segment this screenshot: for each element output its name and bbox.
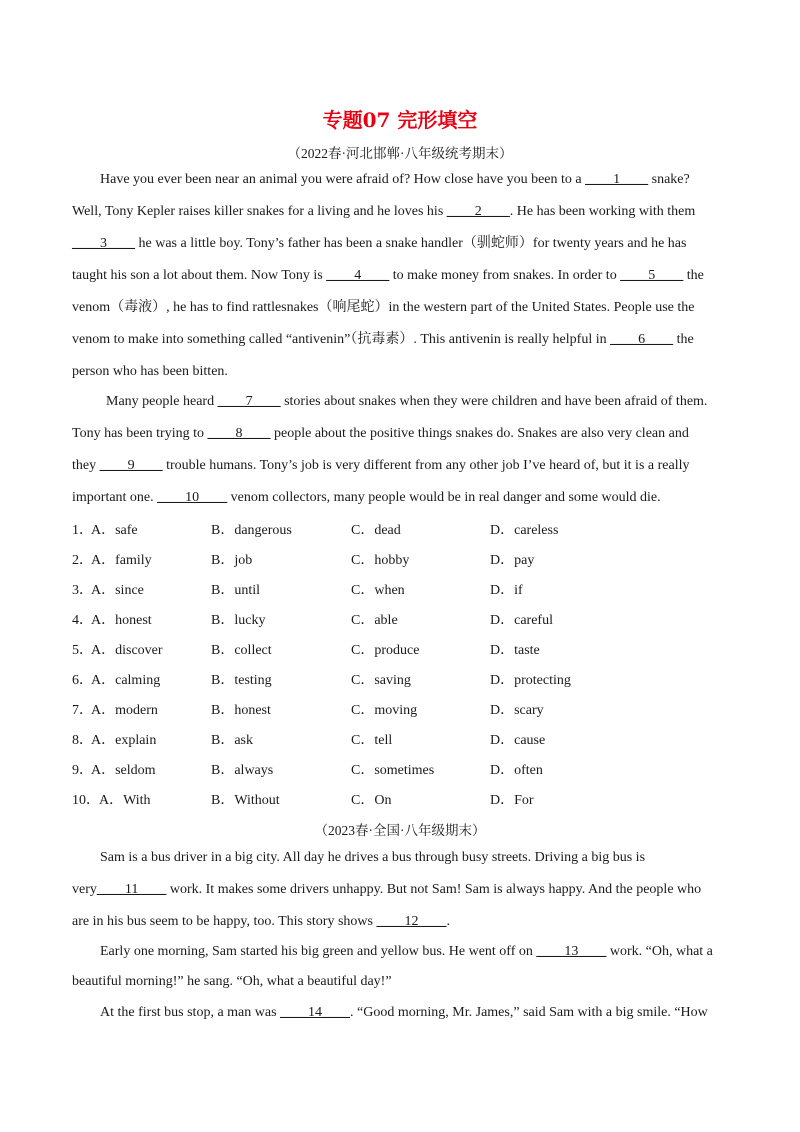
blank-14[interactable]: ____14____: [280, 1005, 351, 1020]
option-a[interactable]: A．honest: [91, 613, 152, 628]
option-b[interactable]: B．until: [211, 583, 261, 598]
option-c[interactable]: C．dead: [351, 523, 401, 538]
option-c[interactable]: C．when: [351, 583, 405, 598]
option-a[interactable]: A．calming: [91, 673, 161, 688]
passage1-line: Many people heard ____7____ stories about snakes when they were children and have been afraid of them.: [106, 394, 708, 409]
question-row: 6． A．calming B．testing C．saving D．protecting: [72, 669, 728, 687]
passage1-source: （2022春·河北邯郸·八年级统考期末）: [287, 146, 513, 161]
option-b[interactable]: B．lucky: [211, 613, 266, 628]
blank-12[interactable]: ____12____: [376, 914, 447, 929]
option-b[interactable]: B．collect: [211, 643, 272, 658]
option-c[interactable]: C．hobby: [351, 553, 410, 568]
option-c[interactable]: C．On: [351, 793, 392, 808]
option-a[interactable]: A．family: [91, 553, 152, 568]
blank-2[interactable]: ____2____: [446, 204, 510, 219]
question-row: 7． A．modern B．honest C．moving D．scary: [72, 699, 728, 717]
option-d[interactable]: D．taste: [490, 643, 540, 658]
blank-10[interactable]: ____10____: [157, 490, 228, 505]
option-c[interactable]: C．sometimes: [351, 763, 435, 778]
option-d[interactable]: D．For: [490, 793, 534, 808]
option-a[interactable]: A．discover: [91, 643, 163, 658]
passage2-line: At the first bus stop, a man was ____14____. “Good morning, Mr. James,” said Sam with a big smile. “How: [100, 1005, 708, 1020]
question-row: 5． A．discover B．collect C．produce D．taste: [72, 639, 728, 657]
passage2-source: （2023春·全国·八年级期末）: [314, 823, 486, 838]
passage1-line: venom to make into something called “antivenin”（抗毒素）. This antivenin is really helpful in ____6____ the: [72, 332, 694, 347]
blank-1[interactable]: ____1____: [585, 172, 649, 187]
passage1-line: Tony has been trying to ____8____ people about the positive things snakes do. Snakes are also very clean and: [72, 426, 689, 441]
passage2-line: Sam is a bus driver in a big city. All day he drives a bus through busy streets. Driving a big bus is: [100, 850, 646, 865]
option-d[interactable]: D．if: [490, 583, 523, 598]
blank-6[interactable]: ____6____: [610, 332, 674, 347]
option-c[interactable]: C．saving: [351, 673, 411, 688]
passage1-line: Have you ever been near an animal you were afraid of? How close have you been to a ____1____ snake?: [100, 172, 690, 187]
passage2-line: beautiful morning!” he sang. “Oh, what a beautiful day!”: [72, 974, 392, 989]
option-d[interactable]: D．pay: [490, 553, 535, 568]
passage2-line: Early one morning, Sam started his big green and yellow bus. He went off on ____13____ work. “Oh, what a: [100, 944, 713, 959]
question-row: 1． A．safe B．dangerous C．dead D．careless: [72, 519, 728, 537]
blank-8[interactable]: ____8____: [207, 426, 271, 441]
option-d[interactable]: D．scary: [490, 703, 544, 718]
passage1-line: person who has been bitten.: [72, 364, 228, 379]
option-b[interactable]: B．Without: [211, 793, 280, 808]
blank-11[interactable]: ____11____: [96, 882, 167, 897]
passage1-line: Well, Tony Kepler raises killer snakes for a living and he loves his ____2____. He has been working with them: [72, 204, 696, 219]
option-d[interactable]: D．careful: [490, 613, 553, 628]
option-a[interactable]: A．explain: [91, 733, 157, 748]
option-a[interactable]: A．With: [99, 793, 151, 808]
blank-7[interactable]: ____7____: [217, 394, 281, 409]
question-row: 9． A．seldom B．always C．sometimes D．often: [72, 759, 728, 777]
option-b[interactable]: B．job: [211, 553, 253, 568]
question-row: 10． A．With B．Without C．On D．For: [72, 789, 728, 807]
question-row: 4． A．honest B．lucky C．able D．careful: [72, 609, 728, 627]
blank-3[interactable]: ____3____: [72, 236, 135, 251]
option-b[interactable]: B．testing: [211, 673, 272, 688]
question-row: 8． A．explain B．ask C．tell D．cause: [72, 729, 728, 747]
option-a[interactable]: A．since: [91, 583, 144, 598]
question-row: 2． A．family B．job C．hobby D．pay: [72, 549, 728, 567]
option-a[interactable]: A．modern: [91, 703, 158, 718]
blank-5[interactable]: ____5____: [620, 268, 684, 283]
passage1-line: ____3____ he was a little boy. Tony’s father has been a snake handler（驯蛇师）for twenty years and he has: [72, 236, 687, 251]
option-d[interactable]: D．protecting: [490, 673, 571, 688]
option-a[interactable]: A．safe: [91, 523, 138, 538]
passage1-line: they ____9____ trouble humans. Tony’s job is very different from any other job I’ve heard of, but it is a really: [72, 458, 690, 473]
option-b[interactable]: B．always: [211, 763, 274, 778]
blank-13[interactable]: ____13____: [536, 944, 607, 959]
blank-9[interactable]: ____9____: [99, 458, 163, 473]
option-b[interactable]: B．ask: [211, 733, 253, 748]
passage1-line: venom（毒液）, he has to find rattlesnakes（响尾蛇）in the western part of the United States. People use the: [72, 300, 695, 315]
passage2-line: very____11____ work. It makes some drivers unhappy. But not Sam! Sam is always happy. And the people who: [72, 882, 702, 897]
option-d[interactable]: D．often: [490, 763, 543, 778]
passage2-line: are in his bus seem to be happy, too. This story shows ____12____.: [72, 914, 450, 929]
passage1-line: taught his son a lot about them. Now Tony is ____4____ to make money from snakes. In order to ____5____ the: [72, 268, 704, 283]
option-c[interactable]: C．tell: [351, 733, 393, 748]
option-b[interactable]: B．dangerous: [211, 523, 292, 538]
option-d[interactable]: D．cause: [490, 733, 546, 748]
blank-4[interactable]: ____4____: [326, 268, 390, 283]
option-c[interactable]: C．produce: [351, 643, 420, 658]
page-title: 专题07 完形填空: [322, 108, 478, 132]
option-c[interactable]: C．moving: [351, 703, 418, 718]
question-row: 3． A．since B．until C．when D．if: [72, 579, 728, 597]
passage1-line: important one. ____10____ venom collectors, many people would be in real danger and some would die.: [72, 490, 661, 505]
option-c[interactable]: C．able: [351, 613, 398, 628]
option-a[interactable]: A．seldom: [91, 763, 156, 778]
option-b[interactable]: B．honest: [211, 703, 271, 718]
option-d[interactable]: D．careless: [490, 523, 559, 538]
